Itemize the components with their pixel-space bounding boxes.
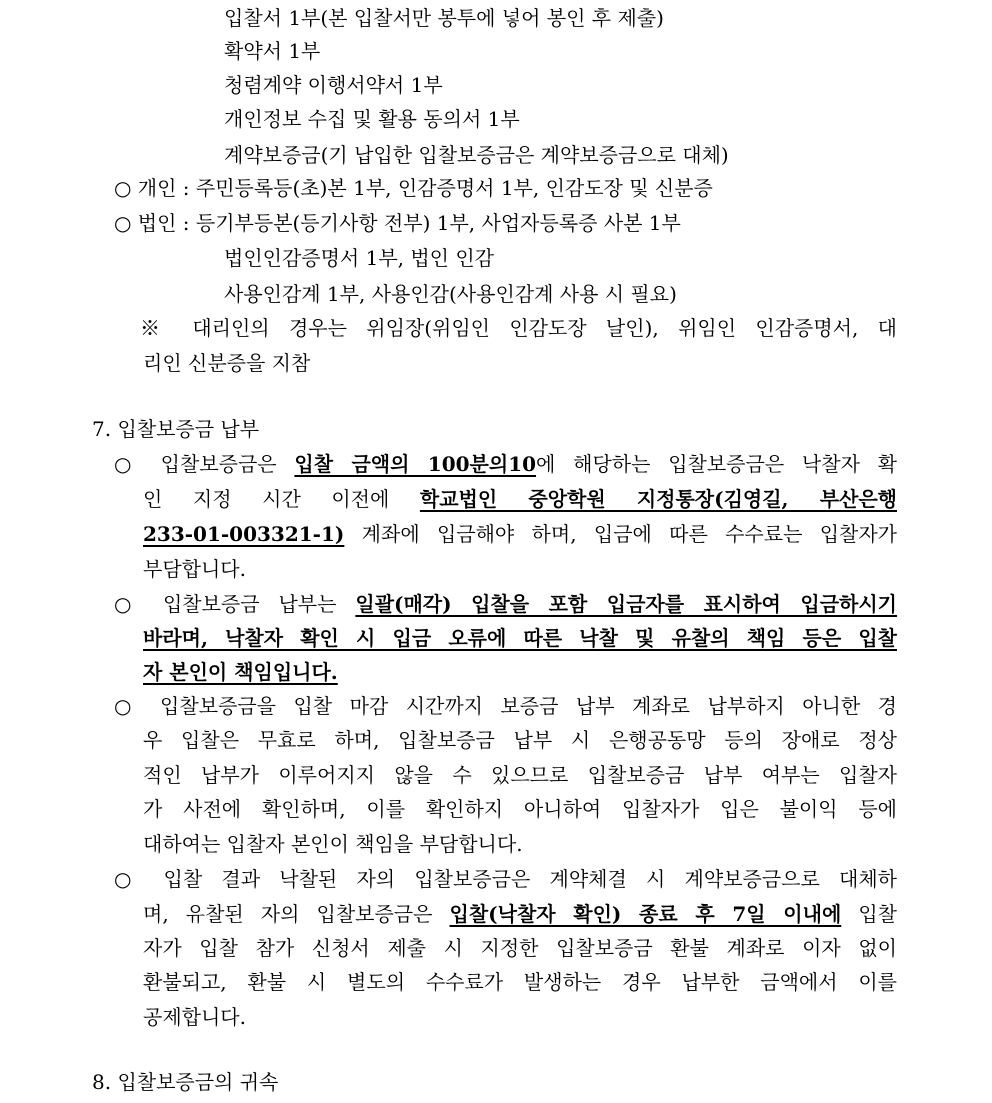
doc-item-bid-form: 입찰서 1부(본 입찰서만 봉투에 넣어 봉인 후 제출): [224, 6, 664, 30]
item4-line1: ○ 입찰 결과 낙찰된 자의 입찰보증금은 계약체결 시 계약보증금으로 대체하: [114, 867, 897, 891]
doc-item-integrity-pledge: 청렴계약 이행서약서 1부: [224, 73, 443, 97]
item3-line3: 적인 납부가 이루어지지 않을 수 있으므로 입찰보증금 납부 여부는 입찰자: [143, 763, 897, 787]
doc-corporate-line1: ○ 법인 : 등기부등본(등기사항 전부) 1부, 사업자등록증 사본 1부: [114, 211, 681, 235]
item3-line5: 대하여는 입찰자 본인이 책임을 부담합니다.: [143, 832, 523, 856]
item2-line2: 바라며, 낙찰자 확인 시 입금 오류에 따른 낙찰 및 유찰의 책임 등은 입찰: [143, 626, 897, 650]
item1-line4: 부담합니다.: [143, 557, 246, 581]
item4-line2: 며, 유찰된 자의 입찰보증금은 입찰(낙찰자 확인) 종료 후 7일 이내에 입찰: [143, 902, 897, 926]
item1-line1: ○ 입찰보증금은 입찰 금액의 100분의10에 해당하는 입찰보증금은 낙찰자 확: [114, 452, 898, 476]
proxy-note-line1: ※ 대리인의 경우는 위임장(위임인 인감도장 날인), 위임인 인감증명서, 대: [140, 316, 897, 340]
refund-period-highlight: 입찰(낙찰자 확인) 종료 후 7일 이내에: [449, 902, 842, 926]
item3-line1: ○ 입찰보증금을 입찰 마감 시간까지 보증금 납부 계좌로 납부하지 아니한 경: [114, 694, 897, 718]
item4-line4: 환불되고, 환불 시 별도의 수수료가 발생하는 경우 납부한 금액에서 이를: [143, 970, 897, 994]
bank-account-highlight: 학교법인 중앙학원 지정통장(김영길, 부산은행: [419, 487, 897, 511]
doc-item-contract-deposit: 계약보증금(기 납입한 입찰보증금은 계약보증금으로 대체): [224, 143, 729, 167]
item2-line1: ○ 입찰보증금 납부는 일괄(매각) 입찰을 포함 입금자를 표시하여 입금하시기: [114, 592, 898, 616]
item1-line3: 233-01-003321-1) 계좌에 입금해야 하며, 입금에 따른 수수료는 입찰자가: [143, 522, 897, 546]
item4-line5: 공제합니다.: [143, 1005, 246, 1029]
doc-item-privacy-consent: 개인정보 수집 및 활용 동의서 1부: [224, 107, 520, 131]
doc-individual: ○ 개인 : 주민등록등(초)본 1부, 인감증명서 1부, 인감도장 및 신분증: [114, 176, 713, 200]
section-8-title: 8. 입찰보증금의 귀속: [92, 1070, 279, 1094]
doc-corporate-line2: 법인인감증명서 1부, 법인 인감: [224, 246, 494, 270]
item3-line2: 우 입찰은 무효로 하며, 입찰보증금 납부 시 은행공동망 등의 장애로 정상: [143, 728, 897, 752]
item2-line3: 자 본인이 책임입니다.: [143, 660, 338, 684]
item3-line4: 가 사전에 확인하며, 이를 확인하지 아니하여 입찰자가 입은 불이익 등에: [143, 797, 897, 821]
depositor-notice-highlight: 일괄(매각) 입찰을 포함 입금자를 표시하여 입금하시기: [355, 592, 898, 616]
item4-line3: 자가 입찰 참가 신청서 제출 시 지정한 입찰보증금 환불 계좌로 이자 없이: [143, 936, 897, 960]
account-number: 233-01-003321-1): [143, 522, 345, 546]
proxy-note-line2: 리인 신분증을 지참: [143, 351, 311, 375]
section-7-title: 7. 입찰보증금 납부: [92, 417, 260, 441]
item1-line2: 인 지정 시간 이전에 학교법인 중앙학원 지정통장(김영길, 부산은행: [143, 487, 897, 511]
deposit-rate-highlight: 입찰 금액의 100분의10: [294, 452, 537, 476]
doc-corporate-line3: 사용인감계 1부, 사용인감(사용인감계 사용 시 필요): [224, 282, 677, 306]
doc-item-pledge: 확약서 1부: [224, 39, 321, 63]
